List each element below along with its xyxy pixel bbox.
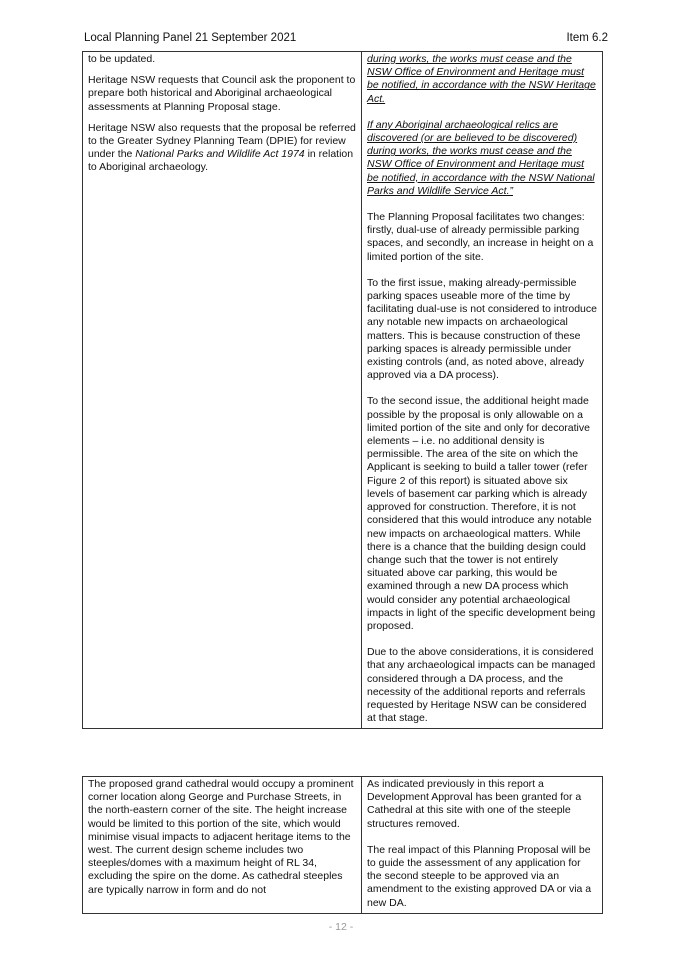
paragraph: To the second issue, the additional height made possible by the proposal is only allowable on a limited portion of the site and only for decorative elements – i.e. no additional density is permissible. The area of the site on which the Applicant is seeking to build a taller tower (refer Figure 2 of this report) is situated above six levels of basement car parking which is already approved for construction. Therefore, it is not considered that this would introduce any notable new impacts on archaeological matters. While there is a chance that the building design could change such that the tower is not entirely situated above car parking, this would be examined through a new DA process which would consider any potential archaeological impacts in light of the specific development being proposed. [367, 395, 596, 632]
header-item-number: Item 6.2 [566, 32, 608, 44]
quoted-condition: during works, the works must cease and the NSW Office of Environment and Heritage must be notified, in accordance with the NSW Heritage Act. [367, 53, 596, 105]
text-run: Heritage NSW also requests that the proposal be referred to the Greater Sydney Planning Team (DPIE) for review under the [88, 121, 356, 161]
paragraph: The proposed grand cathedral would occupy a prominent corner location along George and Purchase Streets, in the north-eastern corner of the site. The height increase would be limited to this portion of the site, which would minimise visual impacts to adjacent heritage items to the west. The current design scheme includes two steeples/domes with a maximum height of RL 34, excluding the spire on the dome. As cathedral steeples are typically narrow in form and do not [88, 778, 354, 896]
paragraph: To the first issue, making already-permissible parking spaces useable more of the time by facilitating dual-use is not considered to introduce any notable new impacts on archaeological matters. This is because construction of these parking spaces is already permissible under existing controls (and, as noted above, already approved via a DA process). [367, 276, 597, 382]
page-number: - 12 - [328, 921, 354, 933]
response-cell [362, 777, 603, 914]
response-cell [362, 52, 603, 729]
paragraph: Due to the above considerations, it is considered that any archaeological impacts can be managed considered through a DA process, and the necessity of the additional reports and referrals requested by Heritage NSW can be considered at that stage. [367, 646, 596, 725]
text-run: in relation to Aboriginal archaeology. [88, 148, 354, 174]
submissions-table-continued [82, 51, 603, 729]
paragraph: to be updated. [88, 53, 156, 65]
header-panel-date: Local Planning Panel 21 September 2021 [84, 32, 297, 44]
page-header [84, 31, 608, 45]
submissions-table-next [82, 776, 603, 914]
act-name: National Parks and Wildlife Act 1974 [135, 148, 305, 161]
submission-cell [83, 777, 362, 914]
table-row [83, 52, 603, 729]
table-row [83, 777, 603, 914]
paragraph: Heritage NSW requests that Council ask the proponent to prepare both historical and Aboriginal archaeological assessments at Planning Proposal stage. [88, 74, 356, 113]
quoted-condition: If any Aboriginal archaeological relics are discovered (or are believed to be discovered) during works, the works must cease and the NSW Office of Environment and Heritage must be notified, in accordance with the NSW National Parks and Wildlife Service Act.” [367, 118, 595, 197]
submission-cell [83, 52, 362, 729]
paragraph: The Planning Proposal facilitates two changes: firstly, dual-use of already permissible parking spaces, and secondly, an increase in height on a limited portion of the site. [367, 211, 594, 263]
paragraph: The real impact of this Planning Proposal will be to guide the assessment of any application for the second steeple to be approved via an amendment to the existing approved DA or via a new DA. [367, 843, 592, 909]
paragraph [88, 122, 356, 175]
paragraph: As indicated previously in this report a Development Approval has been granted for a Cathedral at this site with one of the steeple structures removed. [367, 778, 582, 830]
